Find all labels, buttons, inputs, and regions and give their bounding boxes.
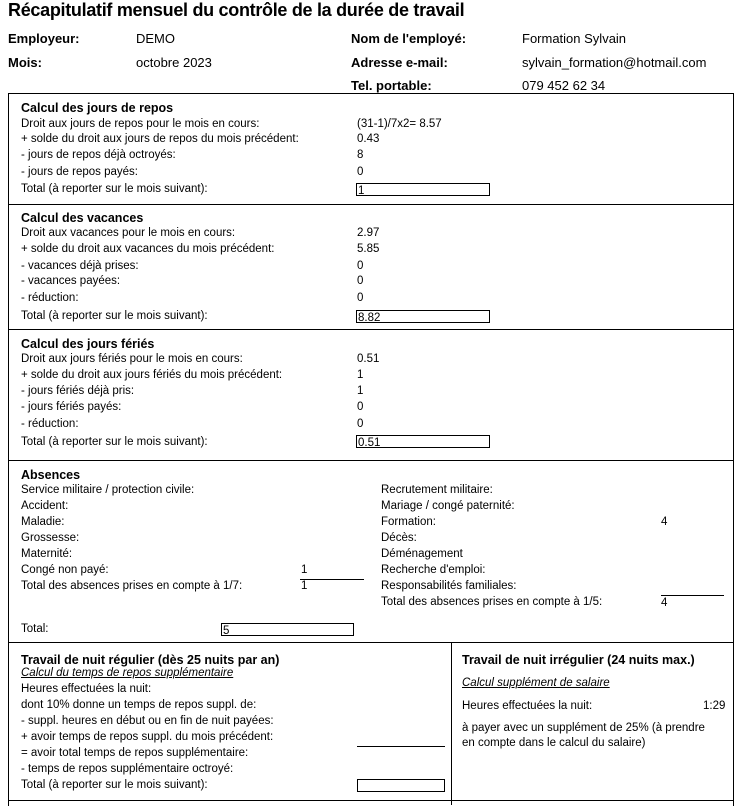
night-regular-heading: Travail de nuit régulier (dès 25 nuits par an)	[21, 653, 280, 667]
phone-value: 079 452 62 34	[522, 78, 606, 93]
holidays-total-label: Total (à reporter sur le mois suivant):	[21, 436, 208, 448]
rest-days-row-value: (31-1)/7x2= 8.57	[357, 118, 442, 130]
absence-label: Recherche d'emploi:	[381, 564, 486, 576]
month-value: octobre 2023	[136, 55, 212, 70]
night-irregular-heading: Travail de nuit irrégulier (24 nuits max.)	[462, 653, 695, 667]
night-regular-subheading: Calcul du temps de repos supplémentaire	[21, 667, 234, 679]
vacation-row-value: 5.85	[357, 243, 380, 255]
rest-days-total-field[interactable]: 1	[356, 183, 490, 196]
vacation-row-label: + solde du droit aux vacances du mois précédent:	[21, 243, 275, 255]
night-regular-underline	[357, 746, 445, 747]
night-regular-row: - temps de repos supplémentaire octroyé:	[21, 763, 234, 775]
vacation-row-label: - vacances payées:	[21, 275, 121, 287]
holidays-row-value: 1	[357, 385, 364, 397]
holidays-total-field[interactable]: 0.51	[356, 435, 490, 448]
holidays-row-label: - réduction:	[21, 418, 79, 430]
night-regular-row: Heures effectuées la nuit:	[21, 683, 152, 695]
divider	[8, 204, 734, 205]
rest-days-total-label: Total (à reporter sur le mois suivant):	[21, 183, 208, 195]
employee-label: Nom de l'employé:	[351, 31, 467, 46]
employee-value: Formation Sylvain	[522, 31, 627, 46]
vacation-total-label: Total (à reporter sur le mois suivant):	[21, 310, 208, 322]
divider	[8, 642, 734, 643]
absence-total-5-label: Total des absences prises en compte à 1/5:	[381, 596, 603, 608]
absence-label: Mariage / congé paternité:	[381, 500, 515, 512]
vacation-row-label: Droit aux vacances pour le mois en cours:	[21, 227, 236, 239]
night-regular-row: dont 10% donne un temps de repos suppl. de:	[21, 699, 257, 711]
absence-label: Service militaire / protection civile:	[21, 484, 195, 496]
absence-label: Recrutement militaire:	[381, 484, 493, 496]
night-irregular-note: en compte dans le calcul du salaire)	[462, 737, 646, 749]
vacation-total-field[interactable]: 8.82	[356, 310, 490, 323]
rest-days-row-label: + solde du droit aux jours de repos du mois précédent:	[21, 133, 299, 145]
absence-total-7-value: 1	[301, 580, 308, 592]
employer-value: DEMO	[136, 31, 175, 46]
night-irregular-hours-label: Heures effectuées la nuit:	[462, 700, 593, 712]
holidays-row-value: 1	[357, 369, 364, 381]
absence-value: 1	[301, 564, 308, 576]
holidays-row-label: - jours fériés déjà pris:	[21, 385, 135, 397]
night-irregular-hours-value: 1:29	[703, 700, 726, 712]
night-regular-row: = avoir total temps de repos supplémentaire:	[21, 747, 249, 759]
employer-label: Employeur:	[8, 31, 80, 46]
rest-days-row-value: 0.43	[357, 133, 380, 145]
divider	[8, 800, 734, 801]
month-label: Mois:	[8, 55, 42, 70]
holidays-row-value: 0	[357, 401, 364, 413]
vacation-row-value: 0	[357, 292, 364, 304]
phone-label: Tel. portable:	[351, 78, 432, 93]
rest-days-row-value: 8	[357, 149, 364, 161]
divider	[8, 329, 734, 330]
rest-days-heading: Calcul des jours de repos	[21, 101, 174, 115]
vacation-row-value: 0	[357, 260, 364, 272]
vacation-row-value: 2.97	[357, 227, 380, 239]
vacation-heading: Calcul des vacances	[21, 211, 144, 225]
rest-days-row-label: Droit aux jours de repos pour le mois en cours:	[21, 118, 260, 130]
rest-days-row-value: 0	[357, 166, 364, 178]
absence-label: Congé non payé:	[21, 564, 109, 576]
night-regular-row: - suppl. heures en début ou en fin de nuit payées:	[21, 715, 274, 727]
holidays-row-label: - jours fériés payés:	[21, 401, 122, 413]
email-label: Adresse e-mail:	[351, 55, 448, 70]
absences-heading: Absences	[21, 468, 81, 482]
absence-label: Accident:	[21, 500, 69, 512]
vacation-row-value: 0	[357, 275, 364, 287]
night-regular-total-label: Total (à reporter sur le mois suivant):	[21, 779, 208, 791]
vacation-row-label: - réduction:	[21, 292, 79, 304]
divider	[8, 460, 734, 461]
absence-total-5-value: 4	[661, 597, 668, 609]
absence-label: Déménagement	[381, 548, 463, 560]
absence-label: Décès:	[381, 532, 417, 544]
divider	[451, 642, 452, 805]
absence-label: Formation:	[381, 516, 436, 528]
absence-total-7-label: Total des absences prises en compte à 1/7:	[21, 580, 243, 592]
email-value: sylvain_formation@hotmail.com	[522, 55, 707, 70]
absence-value: 4	[661, 516, 668, 528]
absences-total-label: Total:	[21, 623, 49, 635]
holidays-row-value: 0.51	[357, 353, 380, 365]
holidays-heading: Calcul des jours fériés	[21, 337, 155, 351]
absence-label: Responsabilités familiales:	[381, 580, 517, 592]
rest-days-row-label: - jours de repos payés:	[21, 166, 138, 178]
page-title: Récapitulatif mensuel du contrôle de la durée de travail	[8, 0, 465, 20]
vacation-row-label: - vacances déjà prises:	[21, 260, 139, 272]
holidays-row-value: 0	[357, 418, 364, 430]
absence-label: Maladie:	[21, 516, 65, 528]
night-irregular-subheading: Calcul supplément de salaire	[462, 677, 610, 689]
absence-label: Grossesse:	[21, 532, 80, 544]
absence-label: Maternité:	[21, 548, 73, 560]
absence-underline	[661, 595, 724, 596]
holidays-row-label: Droit aux jours fériés pour le mois en cours:	[21, 353, 243, 365]
rest-days-row-label: - jours de repos déjà octroyés:	[21, 149, 176, 161]
night-regular-total-field[interactable]	[357, 779, 445, 792]
night-regular-row: + avoir temps de repos suppl. du mois précédent:	[21, 731, 274, 743]
holidays-row-label: + solde du droit aux jours fériés du mois précédent:	[21, 369, 283, 381]
absences-total-field[interactable]: 5	[221, 623, 354, 636]
night-irregular-note: à payer avec un supplément de 25% (à prendre	[462, 722, 705, 734]
absence-underline	[300, 579, 364, 580]
